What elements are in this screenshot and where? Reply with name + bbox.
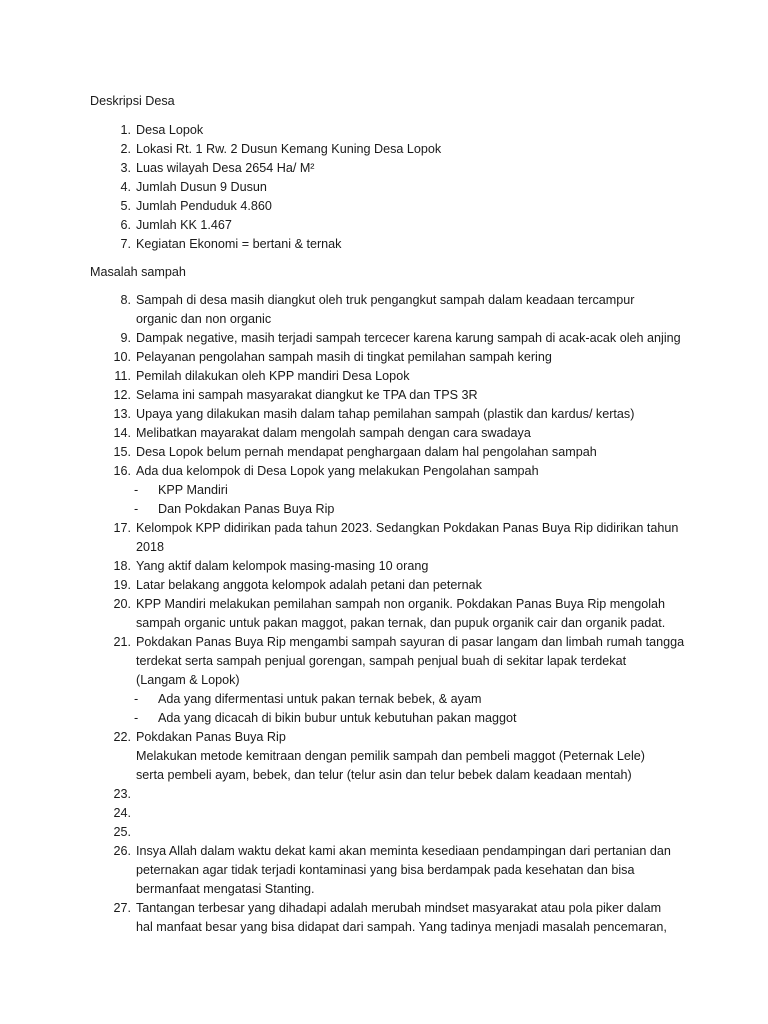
list-item-text bbox=[136, 291, 686, 329]
list-item-number: 27. bbox=[113, 901, 131, 915]
list-item-text bbox=[136, 424, 686, 443]
dash-bullet-icon: - bbox=[134, 483, 139, 497]
list-item-line: serta pembeli ayam, bebek, dan telur (telur asin dan telur bebek dalam keadaan mentah) bbox=[136, 768, 632, 782]
list-item-number: 17. bbox=[113, 521, 131, 535]
list-item-line: Latar belakang anggota kelompok adalah petani dan peternak bbox=[136, 578, 482, 592]
section-title-deskripsi-desa: Deskripsi Desa bbox=[90, 94, 175, 108]
list-item-text bbox=[136, 728, 686, 785]
list-item-number: 19. bbox=[113, 578, 131, 592]
list-item-line: (Langam & Lopok) bbox=[136, 673, 240, 687]
list-item-text bbox=[136, 235, 686, 254]
sub-list-item-text: Ada yang difermentasi untuk pakan ternak bebek, & ayam bbox=[158, 692, 482, 706]
sub-list-item-text: KPP Mandiri bbox=[158, 483, 228, 497]
list-item-text bbox=[136, 576, 686, 595]
list-item-number: 4. bbox=[120, 180, 131, 194]
list-item-line: Pokdakan Panas Buya Rip mengambi sampah sayuran di pasar langam dan limbah rumah tangga bbox=[136, 635, 685, 649]
list-item-text bbox=[136, 348, 686, 367]
list-item-number: 7. bbox=[120, 237, 131, 251]
list-item-text bbox=[136, 140, 686, 159]
list-item-text bbox=[136, 159, 686, 178]
list-item-text bbox=[136, 899, 686, 937]
list-item-line: Jumlah Dusun 9 Dusun bbox=[136, 180, 267, 194]
list-item-text bbox=[136, 216, 686, 235]
list-item-line: Ada dua kelompok di Desa Lopok yang melakukan Pengolahan sampah bbox=[136, 464, 539, 478]
list-item-text bbox=[136, 405, 686, 424]
list-item-number: 23. bbox=[113, 787, 131, 801]
list-item-line: Pemilah dilakukan oleh KPP mandiri Desa Lopok bbox=[136, 369, 410, 383]
list-item-line: organic dan non organic bbox=[136, 312, 272, 326]
list-item-text bbox=[136, 443, 686, 462]
list-item-number: 25. bbox=[113, 825, 131, 839]
list-item-text bbox=[136, 197, 686, 216]
list-item-line: peternakan agar tidak terjadi kontaminasi yang bisa berdampak pada kesehatan dan bisa bbox=[136, 863, 635, 877]
list-item-number: 16. bbox=[113, 464, 131, 478]
list-item-line: KPP Mandiri melakukan pemilahan sampah non organik. Pokdakan Panas Buya Rip mengolah bbox=[136, 597, 666, 611]
sub-list-item-text: Ada yang dicacah di bikin bubur untuk kebutuhan pakan maggot bbox=[158, 711, 517, 725]
list-item-number: 20. bbox=[113, 597, 131, 611]
list-item-line: Sampah di desa masih diangkut oleh truk pengangkut sampah dalam keadaan tercampur bbox=[136, 293, 635, 307]
list-item-number: 6. bbox=[120, 218, 131, 232]
list-item-number: 15. bbox=[113, 445, 131, 459]
list-item-number: 10. bbox=[113, 350, 131, 364]
list-item-line: Selama ini sampah masyarakat diangkut ke TPA dan TPS 3R bbox=[136, 388, 478, 402]
list-item-text bbox=[136, 121, 686, 140]
list-item-number: 8. bbox=[120, 293, 131, 307]
list-item-line: Tantangan terbesar yang dihadapi adalah merubah mindset masyarakat atau pola piker dalam bbox=[136, 901, 662, 915]
list-item-text bbox=[136, 329, 686, 348]
list-item-text bbox=[136, 842, 686, 899]
list-item-number: 14. bbox=[113, 426, 131, 440]
list-item-number: 22. bbox=[113, 730, 131, 744]
list-item-number: 18. bbox=[113, 559, 131, 573]
list-item-text bbox=[136, 386, 686, 405]
list-item-line: Jumlah Penduduk 4.860 bbox=[136, 199, 272, 213]
list-item-number: 2. bbox=[120, 142, 131, 156]
list-item-number: 13. bbox=[113, 407, 131, 421]
list-item-line: Pokdakan Panas Buya Rip bbox=[136, 730, 286, 744]
list-item-number: 1. bbox=[120, 123, 131, 137]
list-item-line: Kegiatan Ekonomi = bertani & ternak bbox=[136, 237, 342, 251]
list-item-number: 9. bbox=[120, 331, 131, 345]
list-item-line: Lokasi Rt. 1 Rw. 2 Dusun Kemang Kuning Desa Lopok bbox=[136, 142, 442, 156]
dash-bullet-icon: - bbox=[134, 711, 139, 725]
list-item-number: 21. bbox=[113, 635, 131, 649]
list-item-line: Yang aktif dalam kelompok masing-masing 10 orang bbox=[136, 559, 429, 573]
list-item-line: Dampak negative, masih terjadi sampah tercecer karena karung sampah di acak-acak oleh anjing bbox=[136, 331, 681, 345]
list-item-line: Desa Lopok belum pernah mendapat penghargaan dalam hal pengolahan sampah bbox=[136, 445, 597, 459]
list-item-text bbox=[136, 178, 686, 197]
list-item-number: 5. bbox=[120, 199, 131, 213]
section-title-masalah-sampah: Masalah sampah bbox=[90, 265, 186, 279]
list-item-line: Insya Allah dalam waktu dekat kami akan meminta kesediaan pendampingan dari pertanian dan bbox=[136, 844, 671, 858]
list-item-number: 26. bbox=[113, 844, 131, 858]
list-item-line: Melakukan metode kemitraan dengan pemilik sampah dan pembeli maggot (Peternak Lele) bbox=[136, 749, 645, 763]
list-item-line: hal manfaat besar yang bisa didapat dari sampah. Yang tadinya menjadi masalah pencemaran, bbox=[136, 920, 667, 934]
sub-list-item-text: Dan Pokdakan Panas Buya Rip bbox=[158, 502, 335, 516]
list-item-line: Jumlah KK 1.467 bbox=[136, 218, 232, 232]
list-item-line: Pelayanan pengolahan sampah masih di tingkat pemilahan sampah kering bbox=[136, 350, 552, 364]
list-item-text bbox=[136, 519, 686, 557]
list-item-number: 11. bbox=[114, 369, 131, 383]
list-item-line: Upaya yang dilakukan masih dalam tahap pemilahan sampah (plastik dan kardus/ kertas) bbox=[136, 407, 635, 421]
list-item-line: Luas wilayah Desa 2654 Ha/ M² bbox=[136, 161, 315, 175]
list-item-number: 24. bbox=[113, 806, 131, 820]
list-item-line: Desa Lopok bbox=[136, 123, 204, 137]
list-item-line: sampah organic untuk pakan maggot, pakan ternak, dan pupuk organik cair dan organik padat. bbox=[136, 616, 666, 630]
dash-bullet-icon: - bbox=[134, 692, 139, 706]
list-item-number: 12. bbox=[113, 388, 131, 402]
list-item-text bbox=[136, 557, 686, 576]
dash-bullet-icon: - bbox=[134, 502, 139, 516]
list-item-line: terdekat serta sampah penjual gorengan, sampah penjual buah di sekitar lapak terdekat bbox=[136, 654, 627, 668]
list-item-line: Melibatkan mayarakat dalam mengolah sampah dengan cara swadaya bbox=[136, 426, 531, 440]
list-item-text bbox=[136, 633, 686, 690]
list-item-number: 3. bbox=[120, 161, 131, 175]
list-item-line: 2018 bbox=[136, 540, 165, 554]
list-item-text bbox=[136, 462, 686, 481]
list-item-text bbox=[136, 595, 686, 633]
list-item-text bbox=[136, 367, 686, 386]
list-item-line: Kelompok KPP didirikan pada tahun 2023. Sedangkan Pokdakan Panas Buya Rip didirikan tahun bbox=[136, 521, 679, 535]
list-item-line: bermanfaat mengatasi Stanting. bbox=[136, 882, 315, 896]
